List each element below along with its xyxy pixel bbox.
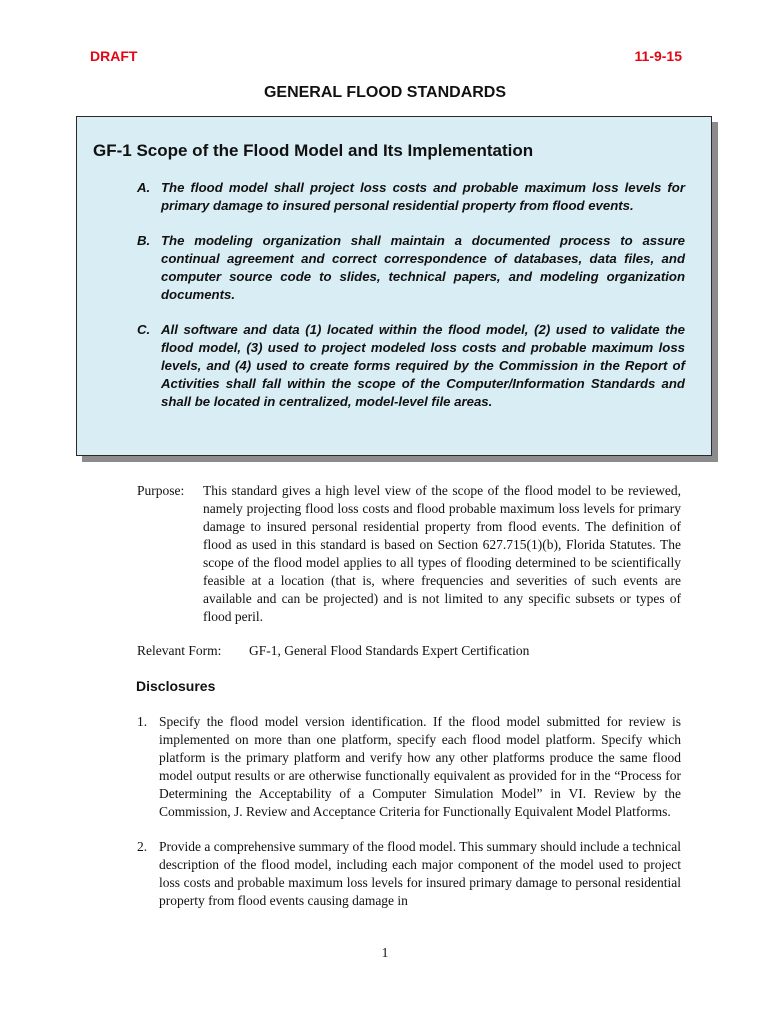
draft-label: DRAFT <box>90 48 138 64</box>
list-item <box>137 713 681 821</box>
standard-item <box>137 321 685 411</box>
standard-item-label: B. <box>137 233 151 248</box>
standard-item <box>137 179 685 215</box>
purpose-section <box>137 482 681 626</box>
document-date: 11-9-15 <box>634 48 682 64</box>
relevant-form-value: GF-1, General Flood Standards Expert Certification <box>249 643 530 658</box>
purpose-text: This standard gives a high level view of the scope of the flood model to be reviewed, namely projecting flood loss costs and flood probable maximum loss levels for primary damage to insured personal residential property from flood events. The definition of flood as used in this standard is based on Section 627.715(1)(b), Florida Statutes. The scope of the flood model applies to all types of flooding determined to be scientifically feasible at a location (that is, where frequencies and severities of such events are available and can be projected) and is not limited to any specific subsets or types of flood peril. <box>203 483 681 624</box>
list-item-number: 2. <box>137 839 148 854</box>
standard-item <box>137 232 685 304</box>
disclosures-list <box>137 713 681 927</box>
relevant-form-label: Relevant Form: <box>137 643 222 658</box>
list-item-text: Provide a comprehensive summary of the flood model. This summary should include a technical description of the flood model, including each major component of the model used to project loss costs and probable maximum loss levels for insured primary damage to personal residential property from flood events causing damage in <box>159 839 681 908</box>
disclosures-heading: Disclosures <box>136 678 216 694</box>
list-item-text: Specify the flood model version identification. If the flood model submitted for review is implemented on more than one platform, specify each flood model platform. Specify which platform is the primary platform and verify how any other platforms produce the same flood model output results or are otherwise functionally equivalent as provided for in the “Process for Determining the Acceptability of a Computer Simulation Model” in VI. Review by the Commission, J. Review and Acceptance Criteria for Functionally Equivalent Model Platforms. <box>159 714 681 819</box>
page-title: GENERAL FLOOD STANDARDS <box>263 84 507 101</box>
relevant-form-section <box>137 642 681 660</box>
purpose-label: Purpose: <box>137 483 185 498</box>
standard-item-label: C. <box>137 322 151 337</box>
standard-requirements-list <box>137 179 685 428</box>
standard-box <box>76 116 712 456</box>
standard-item-text: The modeling organization shall maintain a documented process to assure continual agreement and correct correspondence of databases, data files, and computer source code to slides, technical papers, and modeling organization documents. <box>161 233 685 302</box>
standard-item-label: A. <box>137 180 151 195</box>
page-number: 1 <box>381 945 389 960</box>
standard-heading: GF-1 Scope of the Flood Model and Its Implementation <box>93 141 534 160</box>
list-item <box>137 838 681 910</box>
standard-item-text: The flood model shall project loss costs and probable maximum loss levels for primary damage to insured personal residential property from flood events. <box>161 180 685 213</box>
list-item-number: 1. <box>137 714 148 729</box>
standard-item-text: All software and data (1) located within the flood model, (2) used to validate the flood model, (3) used to project modeled loss costs and probable maximum loss levels, and (4) used to create forms required by the Commission in the Report of Activities shall fall within the scope of the Computer/Information Standards and shall be located in centralized, model-level file areas. <box>161 322 685 409</box>
